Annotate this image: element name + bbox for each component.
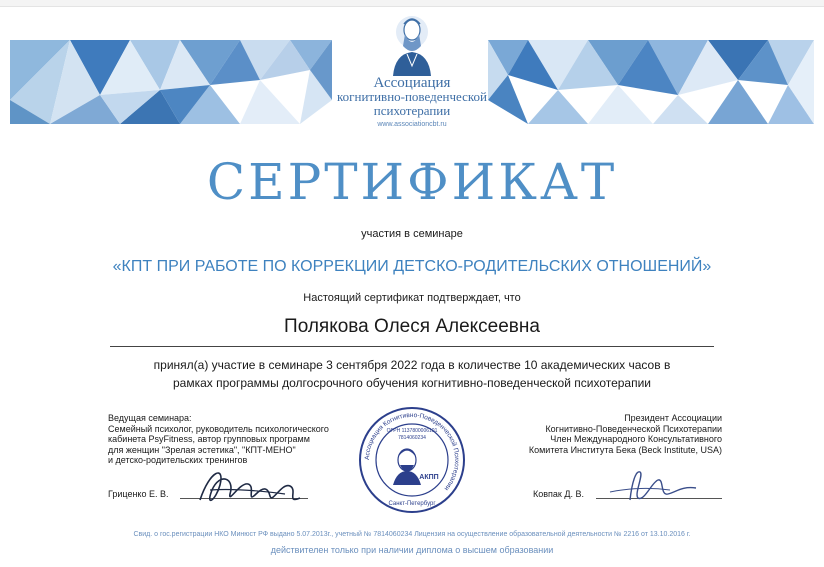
logo-url: www.associationcbt.ru (377, 121, 447, 128)
confirmation-text: Настоящий сертификат подтверждает, что (303, 292, 521, 304)
stamp-city: Санкт-Петербург (388, 501, 436, 507)
registration-footer: Свид. о гос.регистрации НКО Минюст РФ выдано 5.07.2013г., учетный № 7814060234 Лицензия на осуществление образовательной деятельности № 2216 от 13.10.2016 г. (133, 531, 691, 538)
participation-description (0, 356, 824, 392)
president-line-1: Президент Ассоциации (624, 413, 722, 423)
recipient-name: Полякова Олеся Алексеевна (284, 316, 540, 337)
portrait-logo-icon (385, 10, 439, 78)
president-signature (600, 462, 710, 507)
certificate-title: СЕРТИФИКАТ (206, 153, 618, 211)
recipient-underline (110, 346, 714, 347)
leader-signature (190, 460, 310, 515)
association-logo (0, 10, 824, 128)
description-line-2: рамках программы долгосрочного обучения когнитивно-поведенческой психотерапии (172, 376, 652, 390)
president-line-3: Член Международного Консультативного (550, 434, 722, 444)
certificate-subtitle: участия в семинаре (361, 228, 463, 240)
stamp-ogrn: ОГРН 1137800006101 (386, 428, 438, 434)
president-block (440, 413, 722, 455)
stamp-inn: 7814060234 (398, 435, 426, 441)
association-stamp (357, 405, 467, 515)
leader-line-1: Семейный психолог, руководитель психологического (108, 423, 329, 434)
seminar-leader-block (108, 413, 368, 466)
leader-signature-name: Гриценко Е. В. (108, 489, 169, 499)
president-line-2: Когнитивно-Поведенческой Психотерапии (545, 423, 722, 434)
president-signature-name: Ковпак Д. В. (533, 489, 584, 499)
top-strip (0, 0, 824, 7)
description-line-1: принял(а) участие в семинаре 3 сентября 2022 года в количестве 10 академических часов в (153, 358, 671, 372)
leader-line-3: для женщин "Зрелая эстетика", "КПТ-МЕНО" (108, 444, 296, 455)
validity-footer: действителен только при наличии диплома о высшем образовании (270, 545, 554, 555)
logo-line-1: Ассоциация (373, 75, 451, 91)
leader-heading: Ведущая семинара: (108, 413, 192, 423)
president-line-4: Комитета Института Бека (Beck Institute, USA) (528, 444, 722, 455)
leader-line-4: и детско-родительских тренингов (108, 455, 248, 465)
seminar-title: «КПТ ПРИ РАБОТЕ ПО КОРРЕКЦИИ ДЕТСКО-РОДИТЕЛЬСКИХ ОТНОШЕНИЙ» (112, 258, 712, 275)
stamp-abbr: АКПП (419, 474, 439, 481)
logo-line-3: психотерапии (373, 103, 451, 118)
stamp-ring-text: Ассоциация Когнитивно-Поведенческой Психотерапии (363, 411, 461, 492)
logo-line-2: когнитивно-поведенческой (337, 89, 487, 104)
leader-line-2: кабинета PsyFitness, автор групповых программ (108, 434, 310, 444)
